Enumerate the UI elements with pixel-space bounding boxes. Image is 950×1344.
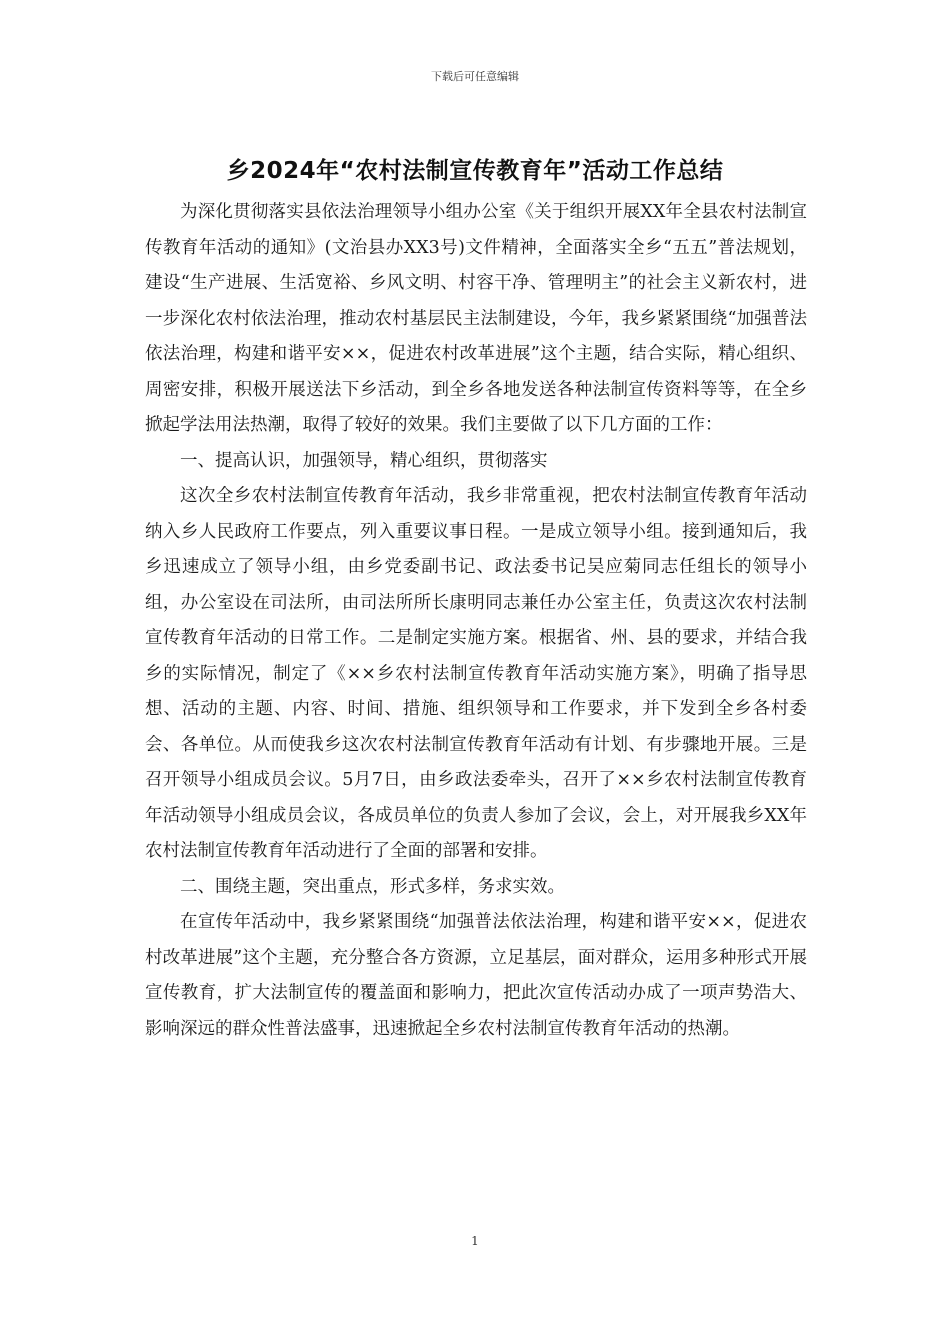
paragraph-section-2: 在宣传年活动中，我乡紧紧围绕“加强普法依法治理，构建和谐平安××，促进农村改革进展”这个主题，充分整合各方资源，立足基层，面对群众，运用多种形式开展宣传教育，扩大法制宣传的覆盖面和影响力，把此次宣传活动办成了一项声势浩大、影响深远的群众性普法盛事，迅速掀起全乡农村法制宣传教育年活动的热潮。	[145, 912, 807, 1039]
paragraph-section-1: 这次全乡农村法制宣传教育年活动，我乡非常重视，把农村法制宣传教育年活动纳入乡人民政府工作要点，列入重要议事日程。一是成立领导小组。接到通知后，我乡迅速成立了领导小组，由乡党委副书记、政法委书记吴应菊同志任组长的领导小组，办公室设在司法所，由司法所所长康明同志兼任办公室主任，负责这次农村法制宣传教育年活动的日常工作。二是制定实施方案。根据省、州、县的要求，并结合我乡的实际情况，制定了《××乡农村法制宣传教育年活动实施方案》，明确了指导思想、活动的主题、内容、时间、措施、组织领导和工作要求，并下发到全乡各村委会、各单位。从而使我乡这次农村法制宣传教育年活动有计划、有步骤地开展。三是召开领导小组成员会议。5月7日，由乡政法委牵头，召开了××乡农村法制宣传教育年活动领导小组成员会议，各成员单位的负责人参加了会议，会上，对开展我乡XX年农村法制宣传教育年活动进行了全面的部署和安排。	[145, 486, 807, 861]
paragraph-intro: 为深化贯彻落实县依法治理领导小组办公室《关于组织开展XX年全县农村法制宣传教育年活动的通知》(文治县办XX3号)文件精神，全面落实全乡“五五”普法规划，建设“生产进展、生活宽裕、乡风文明、村容干净、管理明主”的社会主义新农村，进一步深化农村依法治理，推动农村基层民主法制建设，今年，我乡紧紧围绕“加强普法依法治理，构建和谐平安××，促进农村改革进展”这个主题，结合实际，精心组织、周密安排，积极开展送法下乡活动，到全乡各地发送各种法制宣传资料等等，在全乡掀起学法用法热潮，取得了较好的效果。我们主要做了以下几方面的工作：	[145, 202, 807, 435]
header-note: 下载后可任意编辑	[431, 70, 519, 83]
section-heading-1: 一、提高认识，加强领导，精心组织，贯彻落实	[180, 450, 548, 471]
document-body	[145, 195, 807, 1047]
page-number: 1	[471, 1234, 479, 1248]
document-title: 乡2024年“农村法制宣传教育年”活动工作总结	[226, 158, 724, 184]
section-heading-2: 二、围绕主题，突出重点，形式多样，务求实效。	[180, 876, 565, 897]
